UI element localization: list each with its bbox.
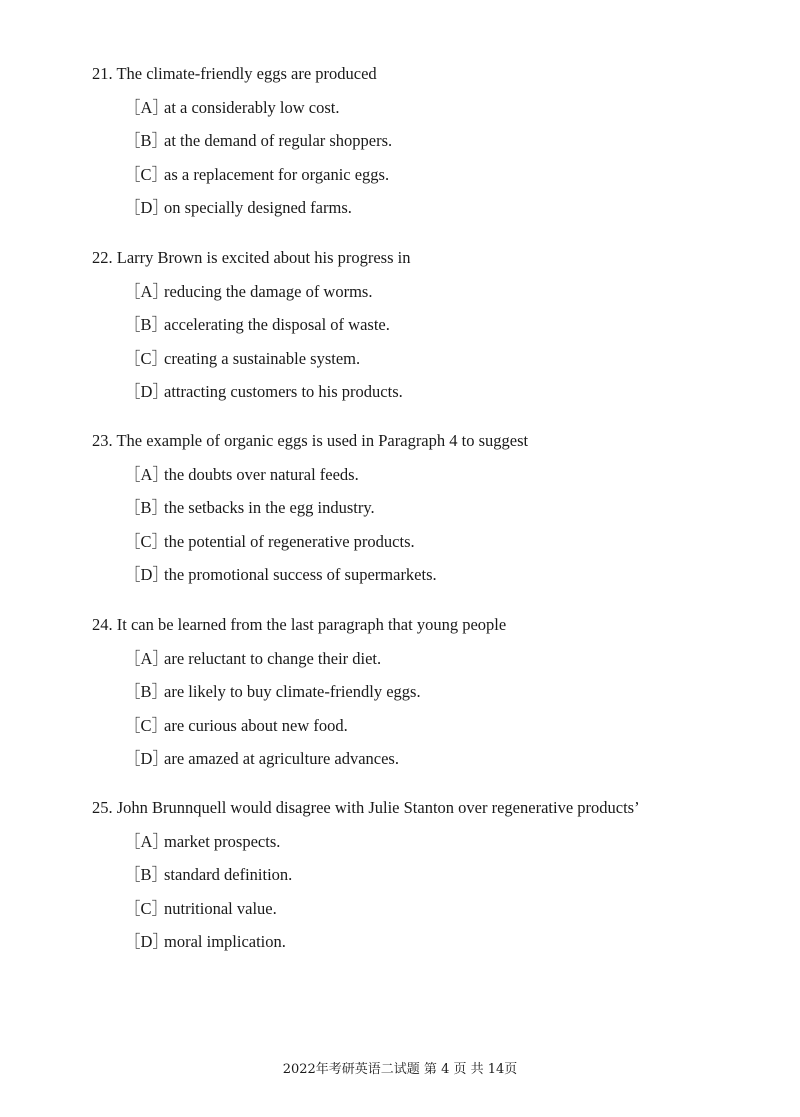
option-text: standard definition. [164, 865, 293, 884]
option-text: are amazed at agriculture advances. [164, 749, 399, 768]
option-list [92, 649, 782, 770]
option-a [124, 98, 782, 118]
option-letter: ［A］ [124, 464, 169, 484]
option-b [124, 131, 782, 151]
question-22 [92, 248, 782, 402]
option-text: accelerating the disposal of waste. [164, 315, 390, 334]
option-text: as a replacement for organic eggs. [164, 164, 390, 184]
option-d [124, 198, 782, 218]
question-25 [92, 798, 782, 952]
option-d [124, 565, 782, 585]
option-d [124, 932, 782, 952]
option-text: are curious about new food. [164, 715, 348, 735]
question-stem: 25. John Brunnquell would disagree with Julie Stanton over regenerative products’ [92, 798, 640, 817]
option-text: are reluctant to change their diet. [164, 648, 382, 668]
option-letter: ［B］ [124, 682, 169, 701]
option-text: on specially designed farms. [164, 198, 352, 217]
option-a [124, 649, 782, 669]
option-b [124, 865, 782, 885]
option-letter: ［A］ [124, 97, 169, 117]
option-text: attracting customers to his products. [164, 382, 403, 401]
option-text: at the demand of regular shoppers. [164, 131, 393, 150]
option-text: are likely to buy climate-friendly eggs. [164, 682, 421, 701]
option-c [124, 716, 782, 736]
option-text: the doubts over natural feeds. [164, 464, 359, 484]
option-list [92, 832, 782, 953]
option-letter: ［C］ [124, 898, 169, 918]
question-23 [92, 431, 782, 585]
option-b [124, 315, 782, 335]
option-letter: ［D］ [124, 749, 169, 768]
option-letter: ［B］ [124, 865, 169, 884]
option-c [124, 165, 782, 185]
option-b [124, 498, 782, 518]
option-letter: ［C］ [124, 164, 169, 184]
option-list [92, 465, 782, 586]
option-letter: ［D］ [124, 198, 169, 217]
option-letter: ［A］ [124, 281, 169, 301]
option-text: at a considerably low cost. [164, 97, 340, 117]
option-c [124, 899, 782, 919]
option-c [124, 532, 782, 552]
option-a [124, 282, 782, 302]
option-letter: ［B］ [124, 131, 169, 150]
option-letter: ［D］ [124, 932, 169, 951]
option-text: creating a sustainable system. [164, 348, 361, 368]
option-list [92, 282, 782, 403]
option-text: the potential of regenerative products. [164, 531, 415, 551]
option-a [124, 832, 782, 852]
option-list [92, 98, 782, 219]
option-a [124, 465, 782, 485]
question-24 [92, 615, 782, 769]
option-text: market prospects. [164, 831, 281, 851]
option-letter: ［B］ [124, 498, 169, 517]
option-letter: ［D］ [124, 565, 169, 584]
question-stem: 22. Larry Brown is excited about his progress in [92, 248, 411, 267]
question-stem: 24. It can be learned from the last paragraph that young people [92, 615, 507, 634]
page-footer: 2022年考研英语二试题 第 4 页 共 14页 [282, 1062, 518, 1077]
option-b [124, 682, 782, 702]
option-text: moral implication. [164, 932, 286, 951]
option-letter: ［A］ [124, 648, 169, 668]
option-letter: ［A］ [124, 831, 169, 851]
option-text: reducing the damage of worms. [164, 281, 373, 301]
option-text: the promotional success of supermarkets. [164, 565, 437, 584]
question-stem: 21. The climate-friendly eggs are produced [92, 64, 377, 83]
option-letter: ［C］ [124, 531, 169, 551]
option-d [124, 382, 782, 402]
option-d [124, 749, 782, 769]
option-text: nutritional value. [164, 898, 277, 918]
option-letter: ［D］ [124, 382, 169, 401]
option-letter: ［C］ [124, 348, 169, 368]
question-21 [92, 64, 782, 218]
option-c [124, 349, 782, 369]
option-letter: ［C］ [124, 715, 169, 735]
question-stem: 23. The example of organic eggs is used in Paragraph 4 to suggest [92, 431, 529, 450]
option-letter: ［B］ [124, 315, 169, 334]
option-text: the setbacks in the egg industry. [164, 498, 375, 517]
